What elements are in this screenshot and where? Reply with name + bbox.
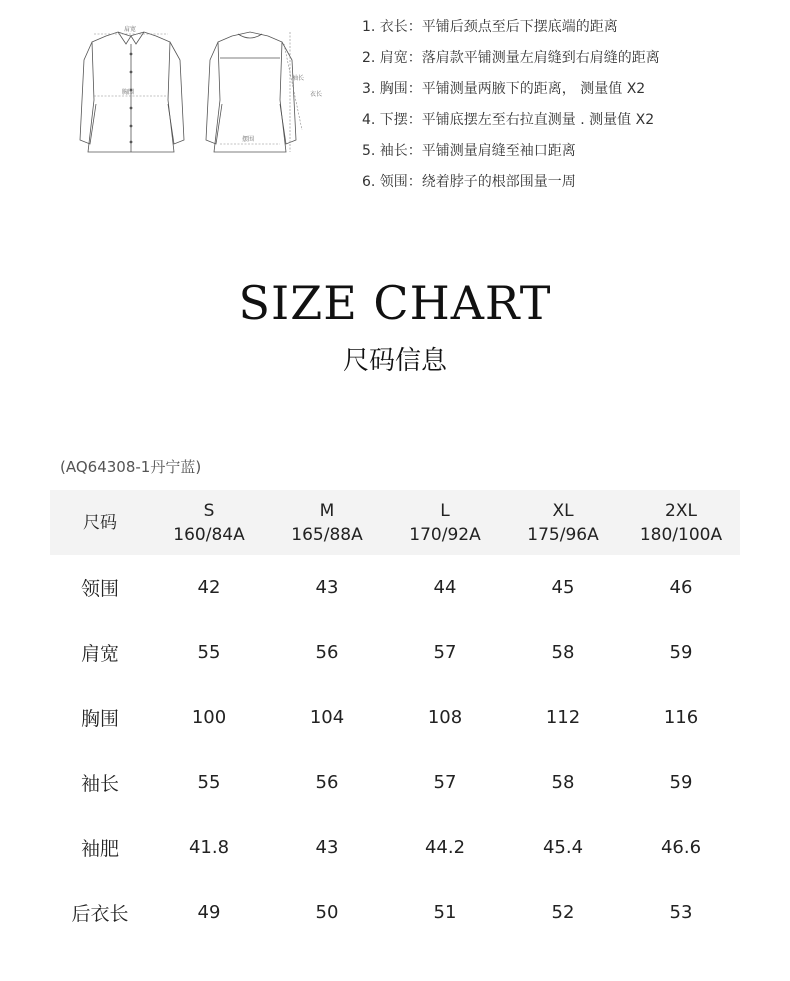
table-cell: 53 [669,902,693,923]
back-shirt-body [214,32,286,152]
table-cell: 58 [551,642,575,663]
table-cell: 57 [433,772,457,793]
table-row [50,815,740,880]
table-cell: 58 [551,772,575,793]
size-col-header [622,490,740,555]
size-header-row [50,490,740,555]
product-code: (AQ64308-1丹宁蓝) [60,458,202,476]
table-cell: 112 [545,707,581,728]
size-col-header [150,490,268,555]
size-table [50,490,740,945]
size-spec: 165/88A [291,524,363,545]
table-cell: 57 [433,642,457,663]
table-cell: 59 [669,772,693,793]
label-sleeve: 袖长 [292,75,305,82]
row-label: 肩宽 [80,643,119,665]
table-cell: 43 [315,577,339,598]
table-cell: 104 [309,707,345,728]
label-hem: 摆围 [242,136,255,143]
size-col-header [386,490,504,555]
note-item: 5. 袖长：平铺测量肩缝至袖口距离 [362,143,576,159]
table-cell: 55 [197,642,221,663]
table-cell: 100 [191,707,227,728]
table-cell: 56 [315,642,339,663]
table-cell: 59 [669,642,693,663]
table-cell: 44.2 [424,837,466,858]
label-shoulder: 肩宽 [124,26,137,33]
table-cell: 42 [197,577,221,598]
note-item: 4. 下摆：平铺底摆左至右拉直测量 . 测量值 X2 [362,112,655,128]
note-item: 1. 衣长：平铺后颈点至后下摆底端的距离 [362,19,618,35]
corner-header: 尺码 [83,512,117,533]
note-item: 2. 肩宽：落肩款平铺测量左肩缝到右肩缝的距离 [362,50,660,66]
note-item: 3. 胸围：平铺测量两腋下的距离， 测量值 X2 [362,81,646,97]
table-cell: 46.6 [660,837,702,858]
size-spec: 175/96A [527,524,599,545]
table-cell: 45.4 [542,837,584,858]
size-label: 2XL [665,500,697,521]
row-label: 袖长 [80,773,119,795]
table-row [50,685,740,750]
table-cell: 52 [551,902,575,923]
row-label: 袖肥 [80,838,119,860]
table-cell: 116 [663,707,699,728]
measurement-notes [362,12,660,198]
size-col-header [268,490,386,555]
shirt-sketch-svg [40,20,340,160]
back-right-sleeve [280,42,296,144]
table-row [50,750,740,815]
page-title-cn: 尺码信息 [342,346,447,376]
row-label: 后衣长 [71,903,129,925]
table-row [50,555,740,620]
table-cell: 46 [669,577,693,598]
table-cell: 43 [315,837,339,858]
table-cell: 41.8 [188,837,230,858]
table-cell: 51 [433,902,457,923]
row-label: 领围 [80,578,119,600]
table-cell: 45 [551,577,575,598]
size-spec: 160/84A [173,524,245,545]
size-spec: 170/92A [409,524,481,545]
table-cell: 50 [315,902,339,923]
front-right-sleeve [168,42,184,144]
table-row [50,880,740,945]
row-label: 胸围 [80,708,119,730]
table-cell: 49 [197,902,221,923]
table-cell: 56 [315,772,339,793]
table-cell: 108 [427,707,463,728]
label-chest: 胸围 [122,89,135,96]
shirt-measurement-diagram [40,20,340,160]
size-label: S [203,500,215,521]
size-label: XL [552,500,574,521]
size-col-header [504,490,622,555]
page-title-en: SIZE CHART [238,276,552,330]
size-spec: 180/100A [639,524,723,545]
label-length: 衣长 [310,91,323,98]
table-row [50,620,740,685]
table-cell: 44 [433,577,457,598]
table-cell: 55 [197,772,221,793]
note-item: 6. 领围：绕着脖子的根部围量一周 [362,174,576,190]
size-label: M [319,500,335,521]
size-label: L [440,500,450,521]
